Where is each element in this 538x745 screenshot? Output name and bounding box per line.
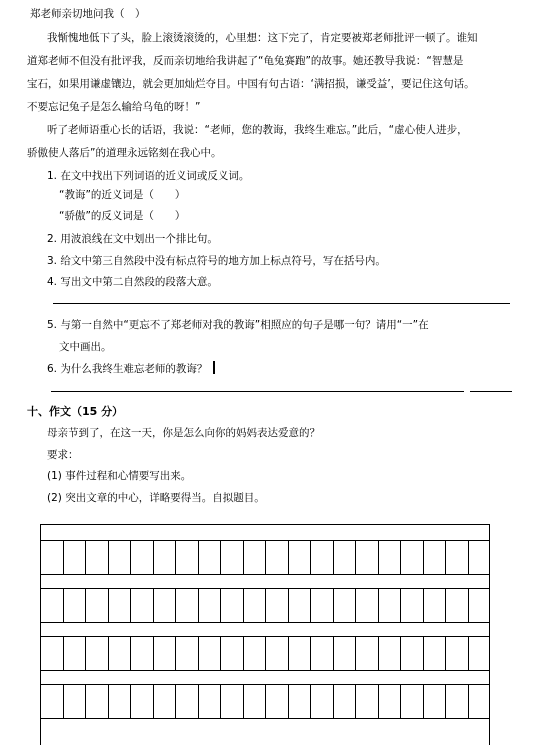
question-5-cont: 文中画出。 xyxy=(59,341,112,353)
paragraph-line: 骄傲使人落后”的道理永远铭刻在我心中。 xyxy=(27,147,222,159)
question-1: 1. 在文中找出下列词语的近义词或反义词。 xyxy=(47,170,250,182)
answer-line-q6a[interactable] xyxy=(51,391,464,392)
requirement-2: (2) 突出文章的中心，详略要得当。自拟题目。 xyxy=(47,492,265,504)
text-cursor xyxy=(213,361,215,374)
paragraph-line: 听了老师语重心长的话语，我说：“老师，您的教诲，我终生难忘。”此后，“虚心使人进步， xyxy=(47,124,468,136)
paragraph-line: 我惭愧地低下了头，脸上滚烫滚烫的，心里想：这下完了，肯定要被郑老师批评一顿了。谁知 xyxy=(47,32,478,44)
question-1b: “骄傲”的反义词是（ ） xyxy=(59,210,186,222)
passage-top-line: 郑老师亲切地问我（ ） xyxy=(30,8,146,20)
paragraph-line: 宝石，如果用谦虚镶边，就会更加灿烂夺目。中国有句古语：‘满招损，谦受益’，要记住这句话。 xyxy=(27,78,475,90)
requirements-label: 要求： xyxy=(47,449,79,461)
question-1a: “教诲”的近义词是（ ） xyxy=(59,189,186,201)
grid-row[interactable] xyxy=(40,540,490,575)
question-3: 3. 给文中第三自然段中没有标点符号的地方加上标点符号，写在括号内。 xyxy=(47,255,386,267)
grid-row[interactable] xyxy=(40,684,490,719)
answer-line-q6b[interactable] xyxy=(470,391,512,392)
paragraph-line: 道郑老师不但没有批评我，反而亲切地给我讲起了“龟兔赛跑”的故事。她还教导我说：“智慧是 xyxy=(27,55,464,67)
question-5: 5. 与第一自然中“更忘不了郑老师对我的教诲”相照应的句子是哪一句？请用“一”在 xyxy=(47,319,429,331)
question-2: 2. 用波浪线在文中划出一个排比句。 xyxy=(47,233,218,245)
writing-grid[interactable] xyxy=(40,524,490,745)
question-4: 4. 写出文中第二自然段的段落大意。 xyxy=(47,276,218,288)
requirement-1: (1) 事件过程和心情要写出来。 xyxy=(47,470,192,482)
paragraph-line: 不要忘记兔子是怎么输给乌龟的呀！” xyxy=(27,101,201,113)
grid-row[interactable] xyxy=(40,588,490,623)
composition-heading: 十、作文（15 分） xyxy=(27,405,124,418)
composition-prompt: 母亲节到了，在这一天，你是怎么向你的妈妈表达爱意的？ xyxy=(47,427,320,439)
question-6: 6. 为什么我终生难忘老师的教诲？ xyxy=(47,363,208,375)
answer-line-q4[interactable] xyxy=(53,303,510,304)
grid-row[interactable] xyxy=(40,636,490,671)
